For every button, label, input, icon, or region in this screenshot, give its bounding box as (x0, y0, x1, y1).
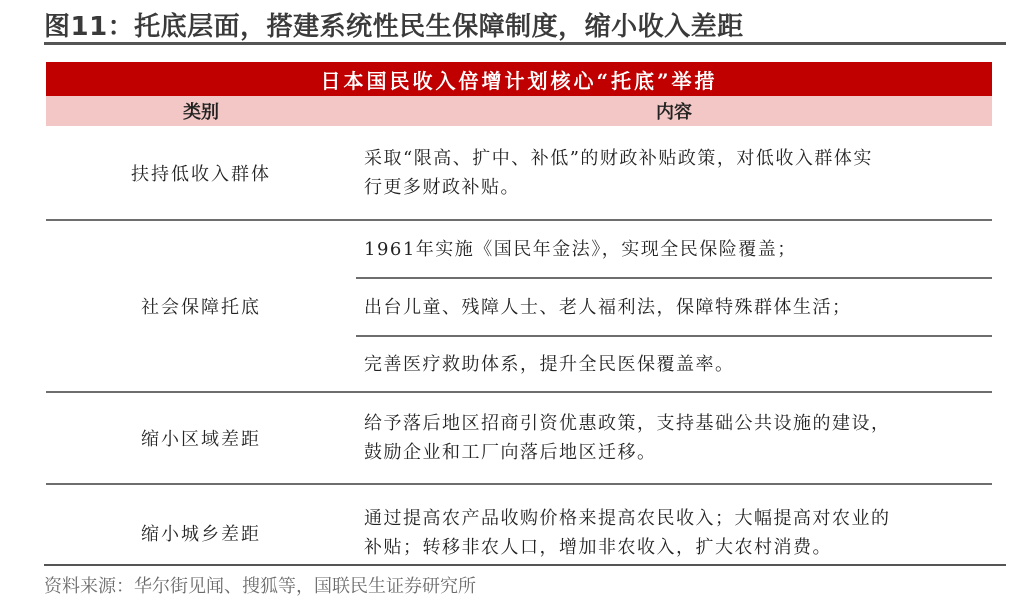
content-line: 完善医疗救助体系，提升全民医保覆盖率。 (364, 353, 735, 375)
title-divider (44, 42, 1006, 45)
content-item (356, 221, 992, 279)
row-category: 缩小区域差距 (141, 429, 261, 450)
row-content (356, 221, 992, 391)
figure-title: 图11：托底层面，搭建系统性民生保障制度，缩小收入差距 (44, 12, 744, 42)
row-category: 扶持低收入群体 (131, 163, 271, 185)
table-row (46, 126, 992, 221)
content-line: 给予落后地区招商引资优惠政策，支持基础公共设施的建设， (364, 413, 891, 434)
content-item (356, 337, 992, 391)
content-line: 通过提高农产品收购价格来提高农民收入；大幅提高对农业的 (364, 507, 891, 529)
content-line: 采取“限高、扩中、补低”的财政补贴政策，对低收入群体实 (364, 147, 873, 169)
content-line: 补贴；转移非农人口，增加非农收入，扩大农村消费。 (364, 536, 832, 558)
measures-table (46, 62, 992, 580)
content-item (356, 393, 992, 483)
row-category: 社会保障托底 (141, 297, 261, 318)
content-line: 行更多财政补贴。 (364, 176, 520, 198)
content-item (356, 126, 992, 219)
content-item (356, 279, 992, 337)
row-category: 缩小城乡差距 (141, 523, 261, 545)
row-content (356, 393, 992, 483)
source-note: 资料来源：华尔街见闻、搜狐等，国联民生证券研究所 (44, 576, 476, 597)
header-content: 内容 (656, 102, 692, 123)
table-header (46, 96, 992, 126)
table-title: 日本国民收入倍增计划核心“托底”举措 (46, 62, 992, 96)
row-content (356, 126, 992, 219)
content-line: 鼓励企业和工厂向落后地区迁移。 (364, 442, 657, 463)
bottom-divider (44, 564, 1006, 566)
table-row (46, 221, 992, 393)
content-line: 1961年实施《国民年金法》，实现全民保险覆盖； (364, 238, 797, 260)
content-line: 出台儿童、残障人士、老人福利法，保障特殊群体生活； (364, 296, 852, 318)
table-row (46, 393, 992, 485)
header-category: 类别 (183, 102, 219, 123)
